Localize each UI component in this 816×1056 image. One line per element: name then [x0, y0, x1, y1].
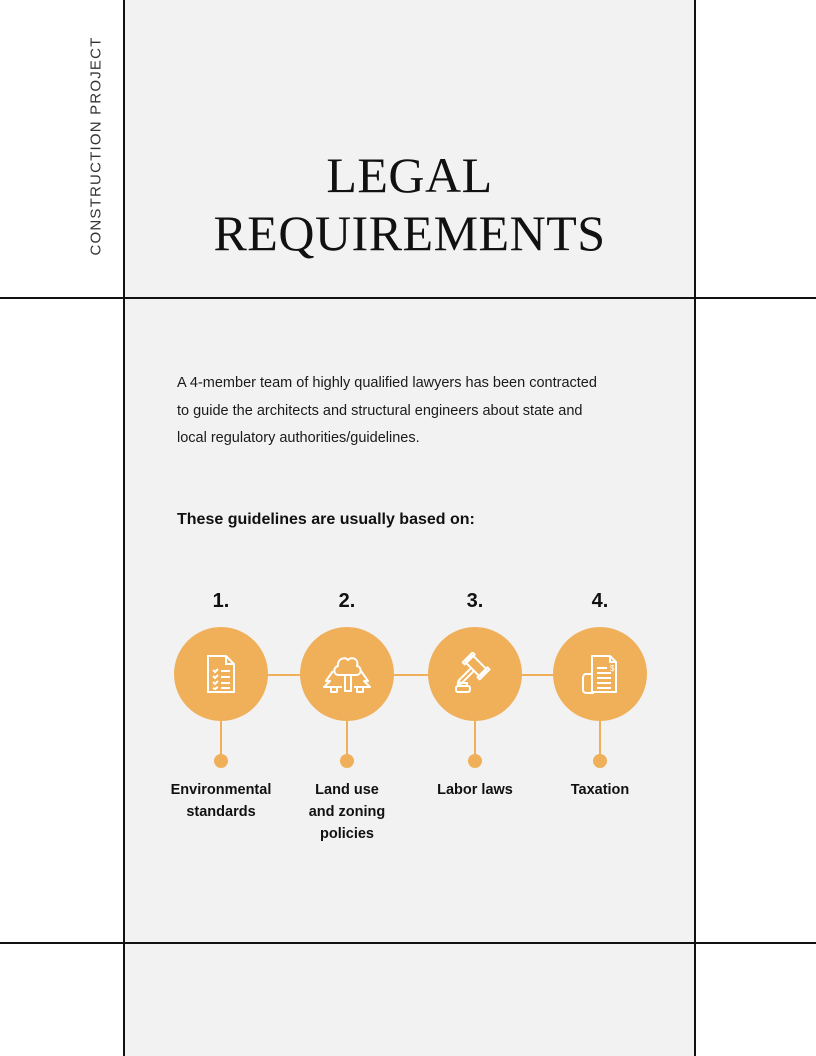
step-number: 2.: [338, 590, 356, 612]
svg-text:$: $: [610, 664, 615, 673]
tax-receipt-icon: [580, 652, 620, 696]
step-number: 3.: [466, 590, 484, 612]
step-circle: [300, 627, 394, 721]
intro-paragraph: [177, 370, 657, 453]
bottom-divider-line: [0, 942, 816, 944]
trees-icon: [321, 653, 373, 695]
subheading: These guidelines are usually based on:: [177, 511, 475, 528]
gavel-icon: [452, 652, 498, 696]
step-circle: [428, 627, 522, 721]
step-dot: [340, 754, 354, 768]
step-label: Land use and zoning policies: [308, 782, 386, 842]
intro-line-1: A 4-member team of highly qualified lawyers has been contracted: [177, 375, 597, 391]
step-dot: [214, 754, 228, 768]
step-circle: [553, 627, 647, 721]
intro-line-2: to guide the architects and structural engineers about state and: [177, 402, 583, 419]
checklist-document-icon: [204, 654, 238, 694]
step-dot: [593, 754, 607, 768]
page-title: [124, 146, 695, 262]
title-line-2: REQUIREMENTS: [213, 205, 606, 261]
top-divider-line: [0, 297, 816, 299]
timeline-connector: [221, 674, 601, 676]
intro-line-3: local regulatory authorities/guidelines.: [177, 430, 420, 446]
step-label: Labor laws: [437, 782, 513, 798]
step-number: 1.: [212, 590, 230, 612]
step-circle: [174, 627, 268, 721]
step-number: 4.: [591, 590, 609, 612]
step-dot: [468, 754, 482, 768]
side-label: CONSTRUCTION PROJECT: [87, 36, 105, 256]
step-label: Taxation: [570, 782, 630, 798]
title-line-1: LEGAL: [326, 147, 493, 203]
step-label: Environmental standards: [170, 782, 272, 820]
